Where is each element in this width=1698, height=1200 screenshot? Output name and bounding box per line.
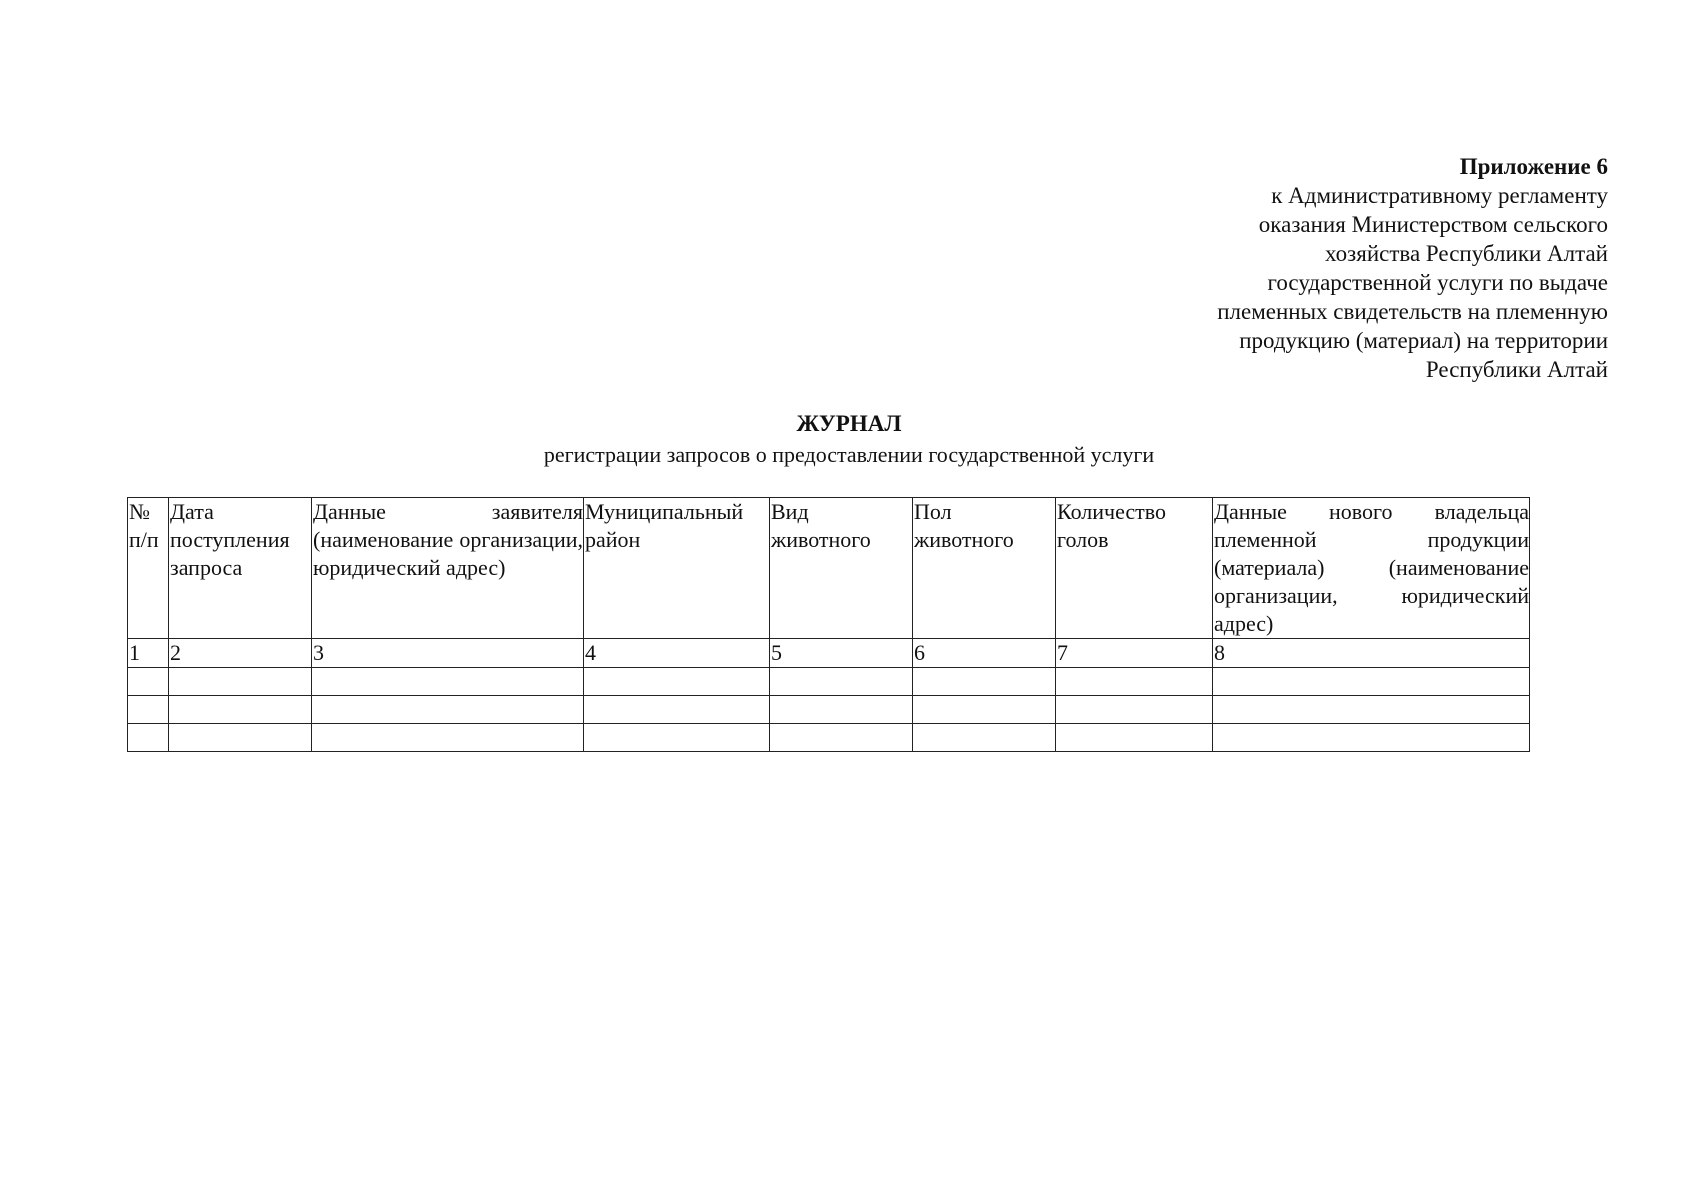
appendix-line: государственной услуги по выдаче	[1267, 270, 1608, 295]
table-cell	[913, 696, 1056, 724]
table-cell	[312, 724, 584, 752]
table-cell	[1213, 696, 1530, 724]
column-number: 7	[1056, 639, 1213, 668]
column-header-animal-sex: Пол животного	[913, 498, 1056, 639]
table-cell	[913, 668, 1056, 696]
column-header-animal-type: Вид животного	[770, 498, 913, 639]
table-cell	[770, 724, 913, 752]
table-cell	[584, 724, 770, 752]
table-cell	[169, 668, 312, 696]
column-number: 5	[770, 639, 913, 668]
journal-table	[127, 497, 1530, 752]
table-cell	[128, 696, 169, 724]
column-header-number: № п/п	[128, 498, 169, 639]
column-number: 8	[1213, 639, 1530, 668]
table-cell	[128, 668, 169, 696]
table-cell	[312, 668, 584, 696]
journal-title: ЖУРНАЛ	[796, 411, 902, 436]
table-cell	[169, 696, 312, 724]
table-cell	[584, 668, 770, 696]
column-header-new-owner: Данные нового владельца племенной продукции (материала) (наименование организации, юридический адрес)	[1213, 498, 1530, 639]
column-number: 4	[584, 639, 770, 668]
column-header-district: Муниципальный район	[584, 498, 770, 639]
table-row	[128, 668, 1530, 696]
journal-subtitle: регистрации запросов о предоставлении государственной услуги	[543, 442, 1155, 467]
appendix-block	[1048, 152, 1608, 384]
column-number: 3	[312, 639, 584, 668]
appendix-title: Приложение 6	[1459, 154, 1608, 179]
column-number-row	[128, 639, 1530, 668]
column-number: 6	[913, 639, 1056, 668]
header-row	[128, 498, 1530, 639]
column-number: 2	[169, 639, 312, 668]
appendix-line: продукцию (материал) на территории	[1239, 328, 1608, 353]
table-cell	[770, 696, 913, 724]
table-cell	[128, 724, 169, 752]
table-cell	[1056, 668, 1213, 696]
table-row	[128, 696, 1530, 724]
appendix-line: Республики Алтай	[1425, 357, 1608, 382]
table-cell	[770, 668, 913, 696]
table-cell	[312, 696, 584, 724]
table-cell	[1056, 696, 1213, 724]
appendix-line: племенных свидетельств на племенную	[1217, 299, 1608, 324]
table-cell	[1213, 724, 1530, 752]
table-row	[128, 724, 1530, 752]
table-cell	[1056, 724, 1213, 752]
column-header-applicant: Данные заявителя (наименование организации, юридический адрес)	[312, 498, 584, 639]
table-cell	[913, 724, 1056, 752]
table-cell	[584, 696, 770, 724]
column-header-date: Дата поступления запроса	[169, 498, 312, 639]
table-cell	[169, 724, 312, 752]
column-number: 1	[128, 639, 169, 668]
column-header-head-count: Количество голов	[1056, 498, 1213, 639]
appendix-line: оказания Министерством сельского	[1258, 212, 1608, 237]
appendix-line: к Административному регламенту	[1271, 183, 1608, 208]
appendix-line: хозяйства Республики Алтай	[1325, 241, 1608, 266]
table-cell	[1213, 668, 1530, 696]
